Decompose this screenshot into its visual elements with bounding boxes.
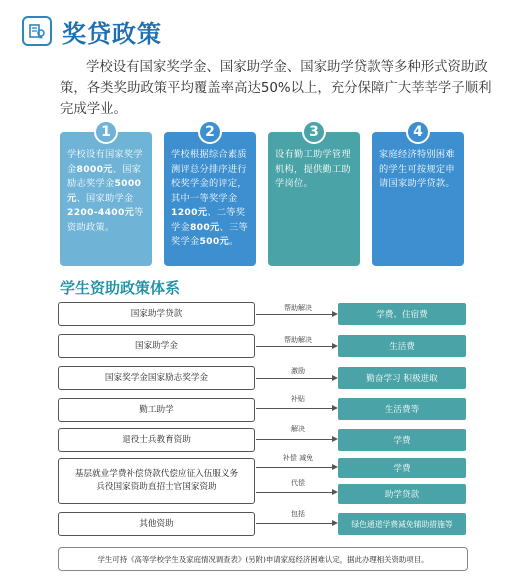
arrow-icon — [256, 517, 338, 527]
policy-outcome: 助学贷款 — [338, 484, 466, 504]
arrow-icon — [256, 461, 338, 471]
arrow-icon — [256, 433, 338, 443]
policy-item: 其他资助 — [58, 512, 255, 536]
card-text: 设有勤工助学管理机构，提供勤工助学岗位。 — [275, 149, 351, 189]
arrow-icon — [256, 486, 338, 496]
arrow-icon — [256, 402, 338, 412]
arrow-icon — [256, 372, 338, 382]
highlight-amount: 1200元 — [171, 207, 208, 218]
policy-system-diagram — [58, 300, 468, 545]
card-text: 学校设有国家奖学金 — [67, 149, 143, 175]
arrow-icon — [256, 308, 338, 318]
page-title: 奖贷政策 — [62, 18, 162, 48]
card-text: 、三等奖学金 — [171, 221, 249, 247]
intro-paragraph: 学校设有国家奖学金、国家助学金、国家助学贷款等多种形式资助政策，各类奖助政策平均覆盖率高达50%以上，充分保障广大莘莘学子顺利完成学业。 — [60, 60, 492, 117]
policy-item: 退役士兵教育资助 — [58, 428, 255, 452]
policy-card-4 — [372, 132, 464, 266]
policy-outcome: 生活费 — [338, 335, 466, 357]
arrow-label: 补偿 减免 — [282, 454, 314, 462]
header — [22, 14, 162, 48]
footer-note: 学生可持《高等学校学生及家庭情况调查表》(另附)申请家庭经济困难认定，据此办理相关资助项目。 — [58, 547, 468, 571]
card-text: 、国家助学金 — [76, 192, 134, 204]
card-number-badge: 4 — [406, 120, 430, 144]
policy-item: 基层就业学费补偿贷款代偿应征入伍服义务兵役国家资助直招士官国家资助 — [58, 458, 255, 504]
card-text: 等资助政策。 — [67, 207, 144, 233]
card-text: 、国家励志奖学金 — [67, 163, 142, 189]
card-text: 学校根据综合素质测评总分排序进行校奖学金的评定，其中一等奖学金 — [171, 149, 247, 204]
highlight-amount: 500元 — [199, 236, 230, 247]
policy-card-2 — [164, 132, 256, 266]
policy-item: 国家奖学金国家励志奖学金 — [58, 366, 255, 390]
arrow-label: 激励 — [291, 367, 305, 375]
card-number-badge: 1 — [94, 120, 118, 144]
policy-outcome: 学费 — [338, 429, 466, 451]
section-title: 学生资助政策体系 — [60, 279, 181, 297]
policy-outcome: 学费 — [338, 458, 466, 478]
doc-award-icon — [22, 16, 52, 46]
card-text: 、二等奖学金 — [171, 207, 246, 233]
policy-outcome: 生活费等 — [338, 398, 466, 420]
highlight-amount: 8000元 — [76, 163, 113, 175]
arrow-label: 补贴 — [291, 395, 305, 403]
policy-item: 勤工助学 — [58, 398, 255, 422]
card-number-badge: 3 — [302, 120, 326, 144]
arrow-label: 包括 — [291, 510, 305, 518]
arrow-label: 解决 — [291, 425, 305, 433]
policy-outcome: 勤奋学习 积极进取 — [338, 367, 466, 389]
highlight-amount: 2200-4400元 — [67, 207, 135, 218]
highlight-amount: 5000元 — [67, 178, 142, 204]
policy-card-1 — [60, 132, 152, 266]
arrow-label: 帮助解决 — [284, 304, 312, 312]
card-number-badge: 2 — [198, 120, 222, 144]
card-text: 。 — [229, 236, 239, 247]
highlight-amount: 800元 — [189, 221, 220, 233]
policy-outcome: 学费、住宿费 — [338, 303, 466, 325]
arrow-label: 帮助解决 — [284, 336, 312, 344]
arrow-label: 代偿 — [291, 479, 305, 487]
policy-card-3 — [268, 132, 360, 266]
arrow-icon — [256, 340, 338, 350]
card-text: 家庭经济特别困难的学生可按规定申请国家助学贷款。 — [379, 149, 455, 189]
policy-item: 国家助学贷款 — [58, 302, 255, 326]
policy-item: 国家助学金 — [58, 334, 255, 358]
policy-cards — [60, 120, 465, 270]
policy-outcome: 绿色通道学费减免辅助措施等 — [338, 513, 466, 535]
